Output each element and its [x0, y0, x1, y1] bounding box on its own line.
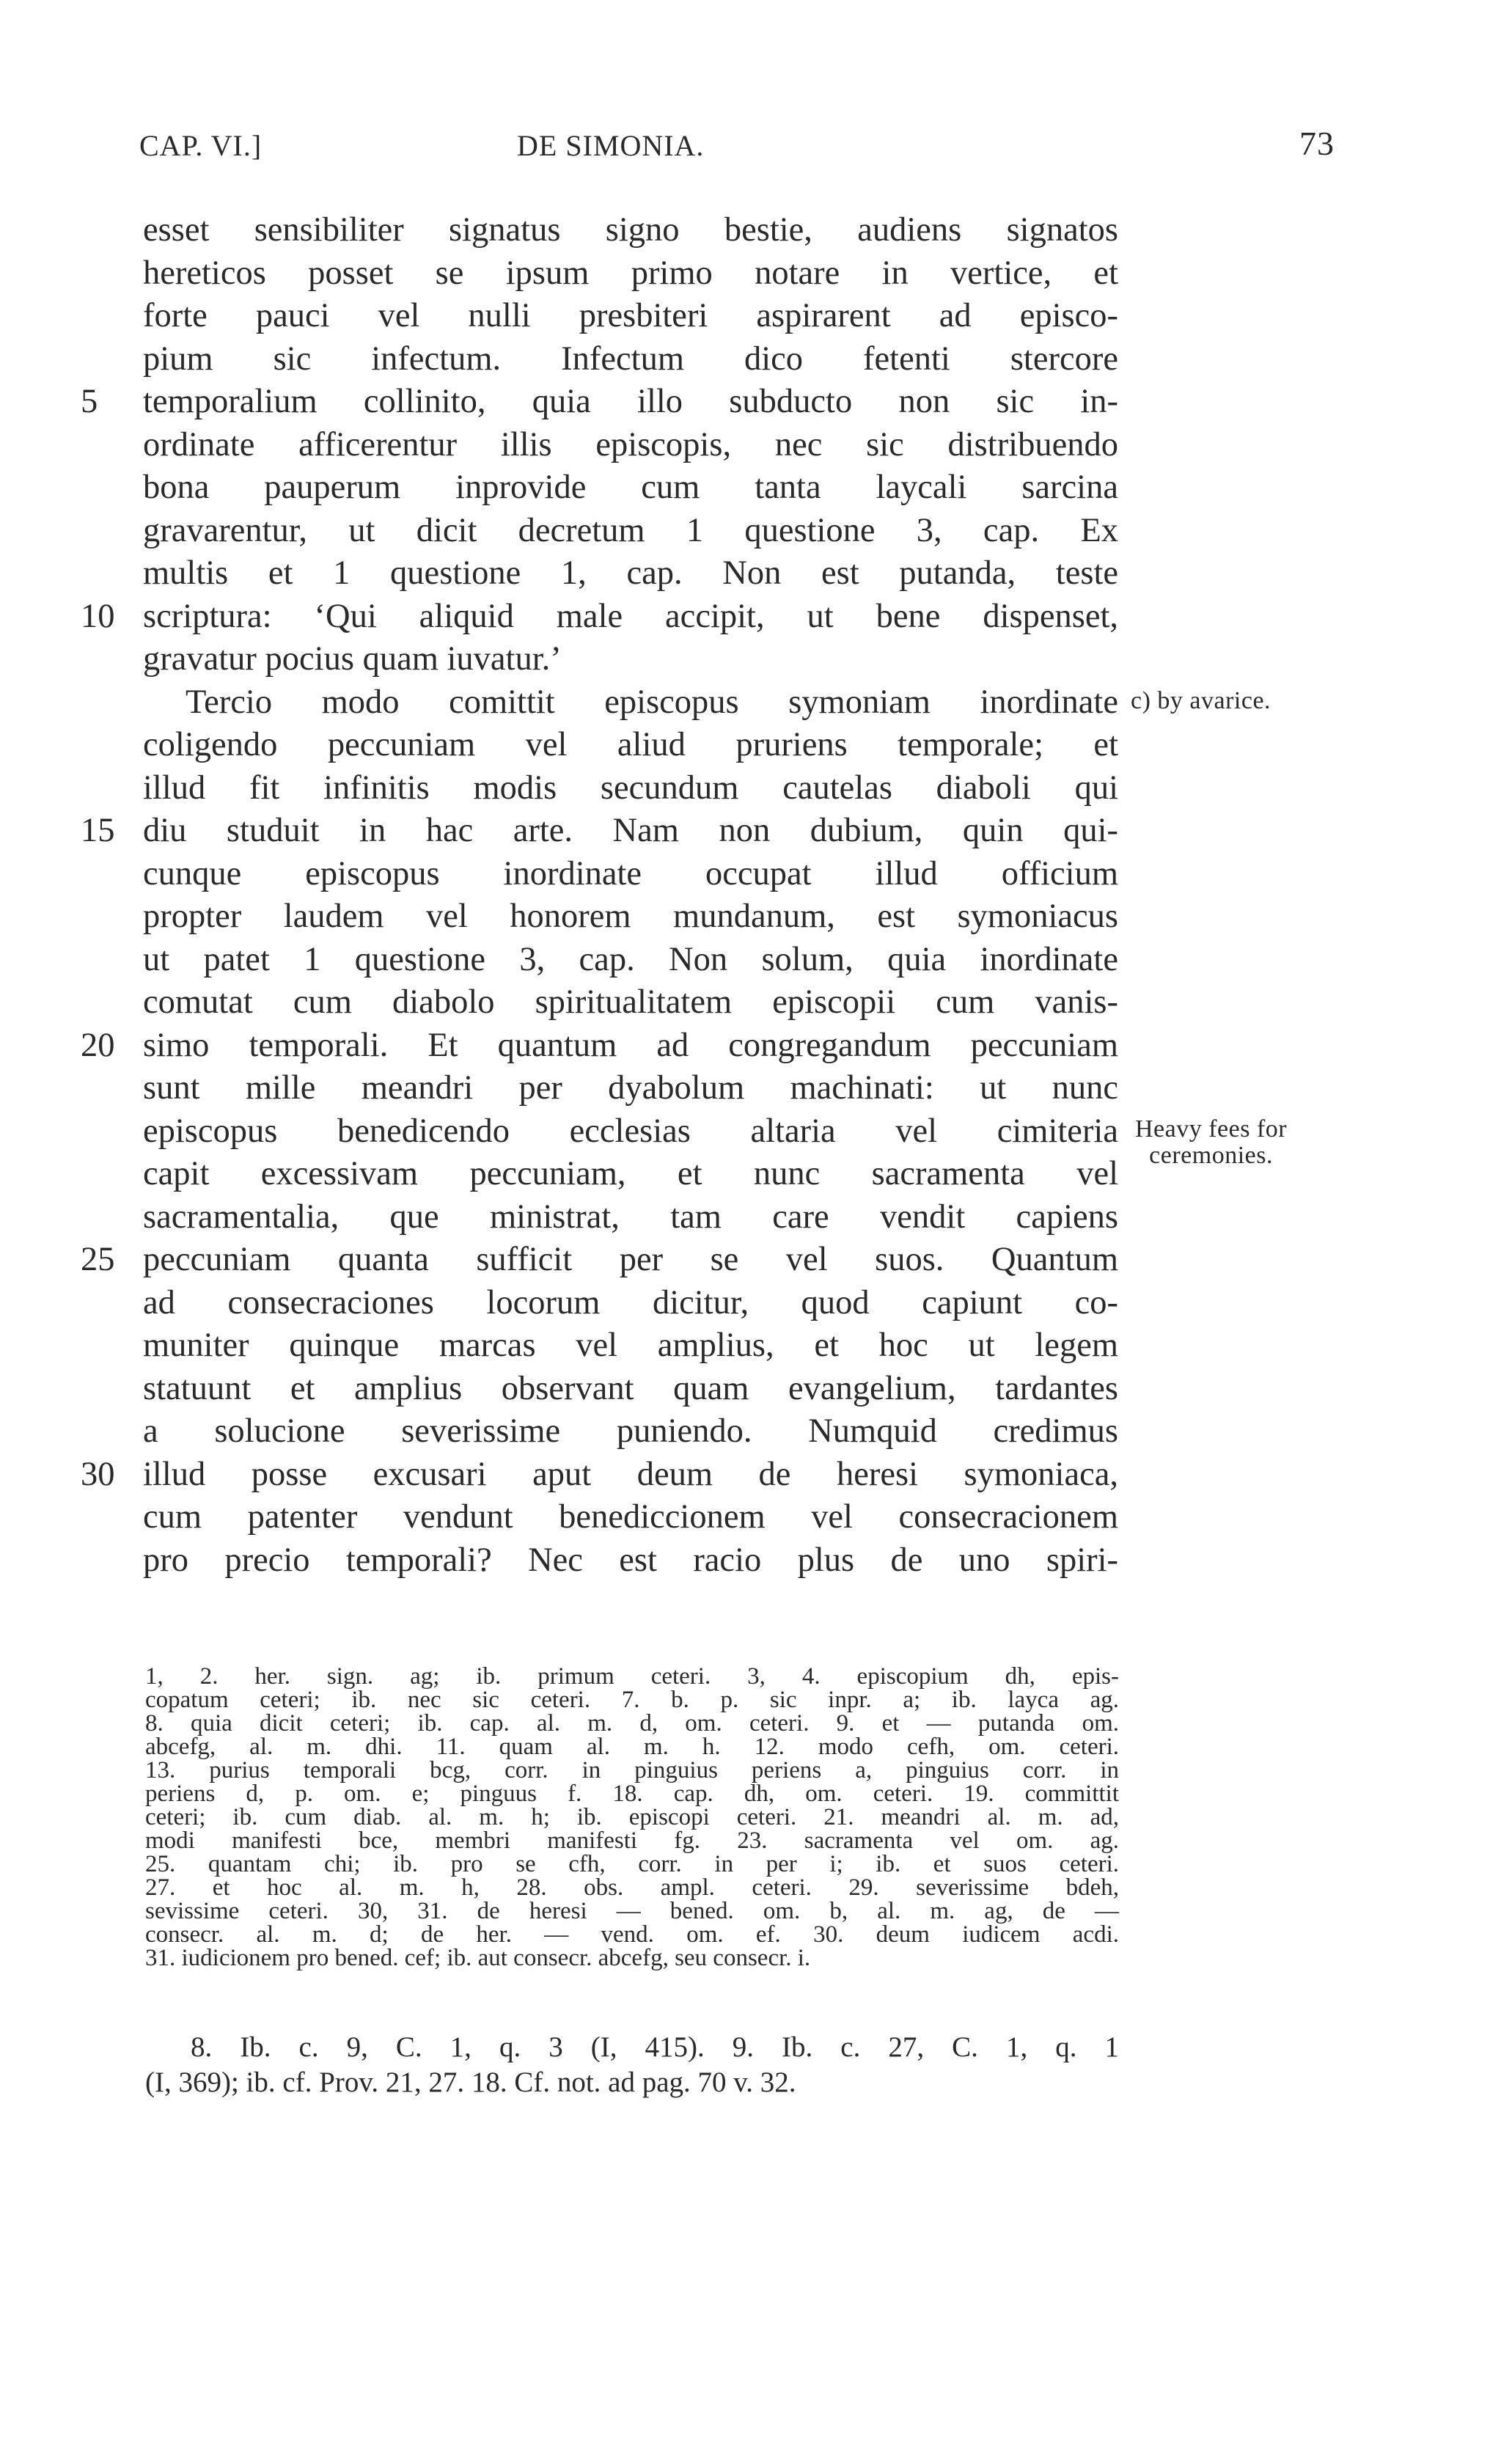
- margin-note-fees: Heavy fees for ceremonies.: [1135, 1115, 1288, 1169]
- apparatus-line: 25. quantam chi; ib. pro se cfh, corr. in per i; ib. et suos ceteri.: [145, 1851, 1119, 1877]
- reference-line: (I, 369); ib. cf. Prov. 21, 27. 18. Cf. not. ad pag. 70 v. 32.: [145, 2067, 796, 2098]
- text-line: 15 diu studuit in hac arte. Nam non dubium, quin qui-: [143, 810, 1118, 853]
- source-references: [145, 2030, 1119, 2100]
- text-line: statuunt et amplius observant quam evangelium, tardantes: [143, 1369, 1118, 1407]
- line-number: 15: [81, 812, 115, 849]
- text-line: gravarentur, ut dicit decretum 1 questione 3, cap. Ex: [143, 511, 1118, 549]
- text-line: pium sic infectum. Infectum dico fetenti stercore: [143, 340, 1118, 378]
- running-title: DE SIMONIA.: [517, 129, 705, 162]
- text-line: cum patenter vendunt benediccionem vel consecracionem: [143, 1498, 1118, 1536]
- margin-note-avarice: c) by avarice.: [1131, 687, 1271, 714]
- line-number: 30: [81, 1455, 115, 1493]
- text-line: 5 temporalium collinito, quia illo subducto non sic in-: [143, 381, 1118, 424]
- reference-line: 8. Ib. c. 9, C. 1, q. 3 (I, 415). 9. Ib. c. 27, C. 1, q. 1: [191, 2031, 1119, 2063]
- apparatus-line: ceteri; ib. cum diab. al. m. h; ib. episcopi ceteri. 21. meandri al. m. ad,: [145, 1804, 1119, 1830]
- text-line: 30 illud posse excusari aput deum de heresi symoniaca,: [143, 1453, 1118, 1497]
- line-number: 20: [81, 1026, 115, 1064]
- text-line: cunque episcopus inordinate occupat illud officium: [143, 854, 1118, 892]
- line-number: 25: [81, 1241, 115, 1278]
- apparatus-line: 27. et hoc al. m. h, 28. obs. ampl. ceteri. 29. severissime bdeh,: [145, 1874, 1119, 1901]
- text-line: forte pauci vel nulli presbiteri aspirarent ad episco-: [143, 297, 1118, 334]
- text-line: sunt mille meandri per dyabolum machinati: ut nunc: [143, 1069, 1118, 1107]
- text-line: multis et 1 questione 1, cap. Non est putanda, teste: [143, 554, 1118, 592]
- text-line: illud fit infinitis modis secundum cautelas diaboli qui: [143, 769, 1118, 807]
- apparatus-line: 1, 2. her. sign. ag; ib. primum ceteri. 3, 4. episcopium dh, epis-: [145, 1663, 1119, 1690]
- text-line: ordinate afficerentur illis episcopis, nec sic distribuendo: [143, 425, 1118, 463]
- text-line: ad consecraciones locorum dicitur, quod capiunt co-: [143, 1283, 1118, 1321]
- line-number: 10: [81, 597, 115, 635]
- critical-apparatus: [145, 1665, 1119, 1970]
- apparatus-line: 31. iudicionem pro bened. cef; ib. aut consecr. abcefg, seu consecr. i.: [145, 1945, 811, 1971]
- text-line: bona pauperum inprovide cum tanta laycali sarcina: [143, 469, 1118, 506]
- apparatus-line: periens d, p. om. e; pinguus f. 18. cap. dh, om. ceteri. 19. committit: [145, 1781, 1119, 1807]
- apparatus-line: copatum ceteri; ib. nec sic ceteri. 7. b. p. sic inpr. a; ib. layca ag.: [145, 1687, 1119, 1713]
- text-line: propter laudem vel honorem mundanum, est symoniacus: [143, 898, 1118, 935]
- main-text: [81, 209, 1118, 1582]
- line-number: 5: [81, 383, 98, 420]
- text-line: 20 simo temporali. Et quantum ad congregandum peccuniam: [143, 1024, 1118, 1068]
- text-line: coligendo peccuniam vel aliud pruriens temporale; et: [143, 726, 1118, 763]
- text-line: pro precio temporali? Nec est racio plus de uno spiri-: [143, 1541, 1118, 1579]
- apparatus-line: 8. quia dicit ceteri; ib. cap. al. m. d, om. ceteri. 9. et — putanda om.: [145, 1710, 1119, 1737]
- page-number: 73: [1299, 125, 1335, 162]
- text-line: episcopus benedicendo ecclesias altaria vel cimiteria: [143, 1112, 1118, 1150]
- apparatus-line: consecr. al. m. d; de her. — vend. om. ef. 30. deum iudicem acdi.: [145, 1921, 1119, 1948]
- running-header: [139, 125, 1335, 172]
- text-line: sacramentalia, que ministrat, tam care vendit capiens: [143, 1198, 1118, 1236]
- text-line: ut patet 1 questione 3, cap. Non solum, quia inordinate: [143, 940, 1118, 978]
- text-line: hereticos posset se ipsum primo notare in vertice, et: [143, 254, 1118, 292]
- text-line: comutat cum diabolo spiritualitatem episcopii cum vanis-: [143, 983, 1118, 1021]
- text-line: gravatur pocius quam iuvatur.’: [143, 640, 562, 678]
- chapter-label: CAP. VI.]: [139, 129, 263, 162]
- apparatus-line: 13. purius temporali bcg, corr. in pinguius periens a, pinguius corr. in: [145, 1757, 1119, 1783]
- apparatus-line: sevissime ceteri. 30, 31. de heresi — bened. om. b, al. m. ag, de —: [145, 1898, 1119, 1924]
- text-line: capit excessivam peccuniam, et nunc sacramenta vel: [143, 1155, 1118, 1192]
- text-line: a solucione severissime puniendo. Numquid credimus: [143, 1412, 1118, 1450]
- text-line: Tercio modo comittit episcopus symoniam inordinate: [186, 683, 1118, 721]
- text-line: 10 scriptura: ‘Qui aliquid male accipit, ut bene dispenset,: [143, 595, 1118, 639]
- text-line: 25 peccuniam quanta sufficit per se vel suos. Quantum: [143, 1239, 1118, 1282]
- apparatus-line: modi manifesti bce, membri manifesti fg. 23. sacramenta vel om. ag.: [145, 1827, 1119, 1854]
- text-line: esset sensibiliter signatus signo bestie, audiens signatos: [143, 211, 1118, 249]
- text-line: muniter quinque marcas vel amplius, et hoc ut legem: [143, 1327, 1118, 1364]
- apparatus-line: abcefg, al. m. dhi. 11. quam al. m. h. 12. modo cefh, om. ceteri.: [145, 1734, 1119, 1760]
